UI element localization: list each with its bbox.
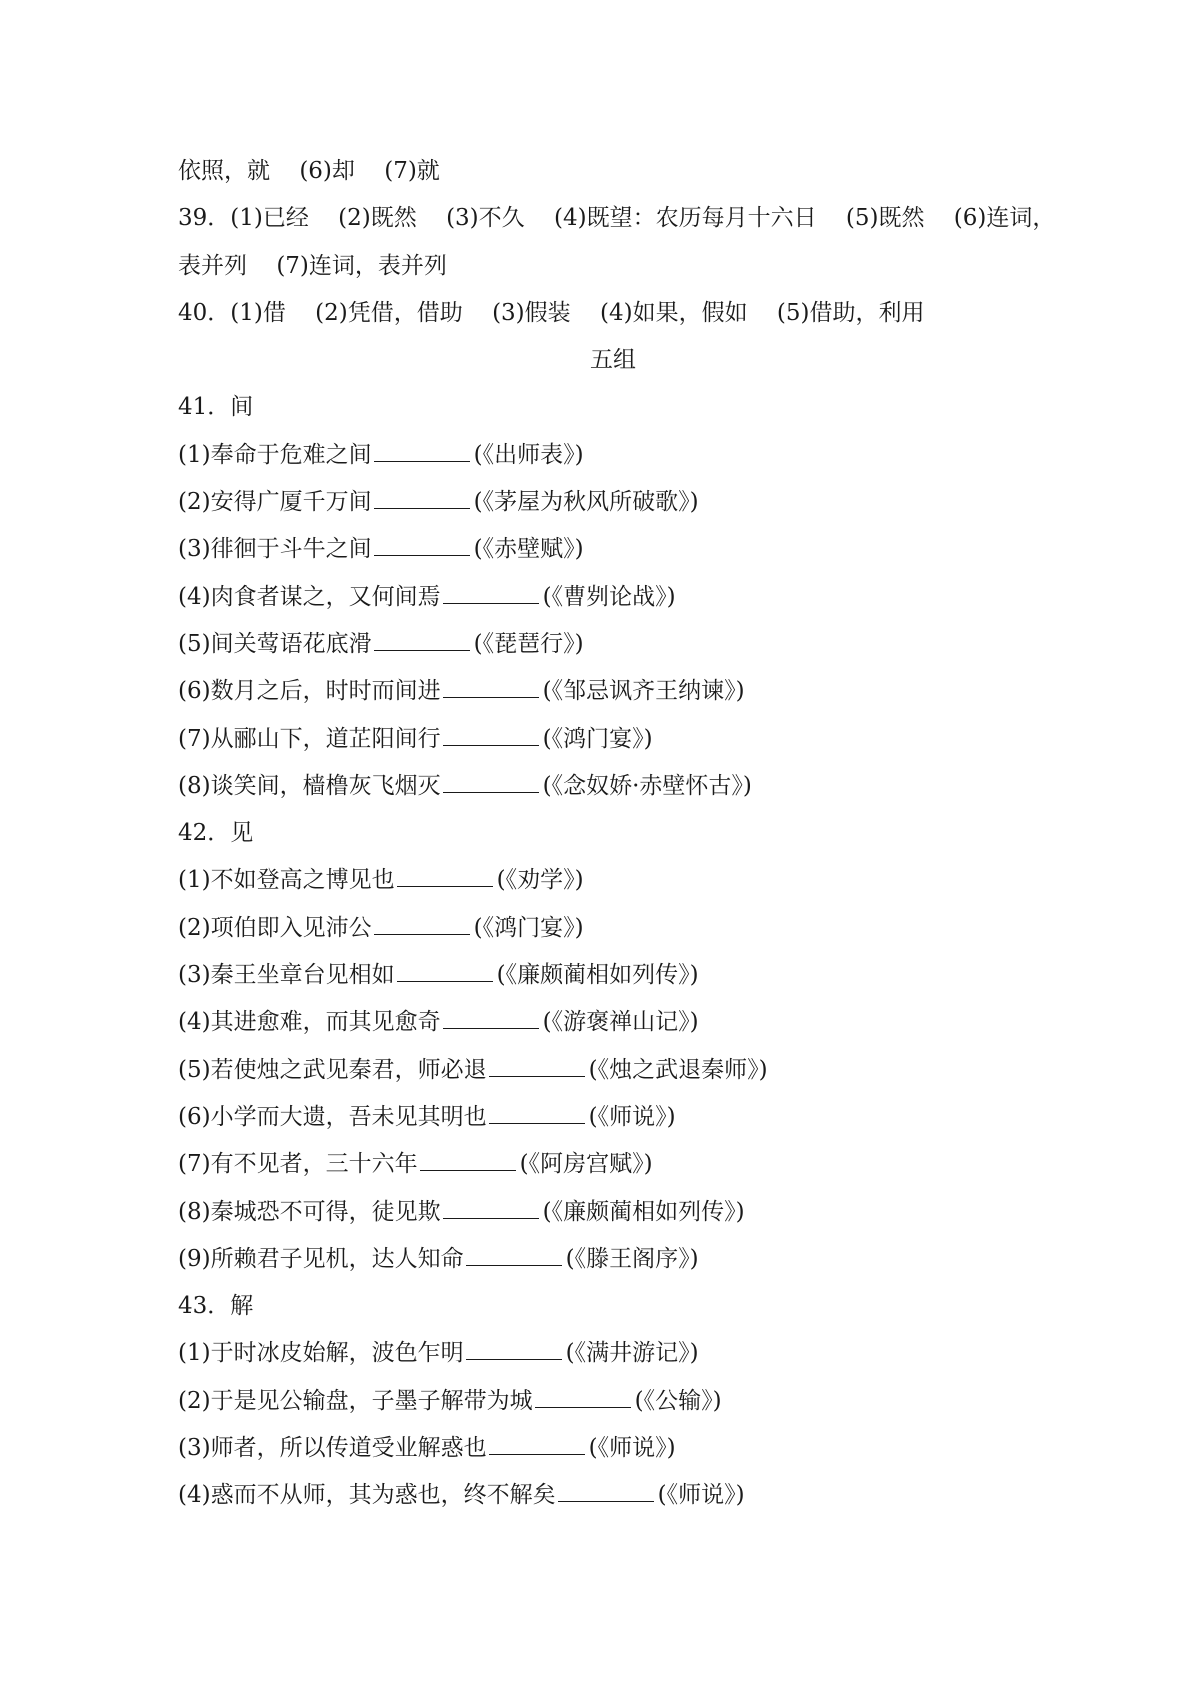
item-source: (《游褒禅山记》) [542,1009,699,1036]
item-source: (《赤壁赋》) [473,536,584,563]
answer-blank[interactable] [443,581,539,604]
answer-segment: (4)如果，假如 [599,299,748,326]
answer-segment: (6)连词， [953,205,1056,232]
answer-line-39-continued [178,243,1048,290]
question-item [178,526,1048,573]
answer-blank[interactable] [374,439,470,462]
item-source: (《师说》) [588,1435,676,1462]
answer-blank[interactable] [443,1006,539,1029]
item-source: (《阿房宫赋》) [519,1151,653,1178]
answer-blank[interactable] [443,770,539,793]
answer-blank[interactable] [466,1243,562,1266]
question-item [178,1236,1048,1283]
item-text: (4)肉食者谋之，又何间焉 [178,583,441,610]
question-heading-41: 41．间 [178,394,254,421]
item-source: (《琵琶行》) [473,630,584,657]
question-item [178,763,1048,810]
item-source: (《廉颇蔺相如列传》) [496,962,699,989]
answer-blank[interactable] [443,723,539,746]
answer-blank[interactable] [397,864,493,887]
item-text: (1)于时冰皮始解，波色乍明 [178,1340,464,1367]
answer-line-38-continued [178,148,1048,195]
answer-line-40 [178,290,1048,337]
item-source: (《邹忌讽齐王纳谏》) [542,678,745,705]
question-item [178,1094,1048,1141]
answer-blank[interactable] [374,486,470,509]
answer-blank[interactable] [535,1385,631,1408]
question-item [178,479,1048,526]
question-item [178,1330,1048,1377]
answer-segment: (7)连词，表并列 [276,252,447,279]
item-source: (《曹刿论战》) [542,583,676,610]
answer-segment: 依照，就 [178,158,270,184]
item-text: (8)谈笑间，樯橹灰飞烟灭 [178,772,441,799]
answer-segment: (5)借助，利用 [776,299,925,326]
item-source: (《滕王阁序》) [565,1245,699,1272]
question-item [178,857,1048,904]
question-heading-42: 42．见 [178,820,254,847]
answer-blank[interactable] [558,1479,654,1502]
answer-blank[interactable] [374,912,470,935]
item-text: (1)不如登高之博见也 [178,867,395,894]
item-source: (《念奴娇·赤壁怀古》) [542,772,752,799]
document-content [178,148,1056,1520]
question-item [178,574,1048,621]
item-text: (3)徘徊于斗牛之间 [178,536,372,563]
item-text: (6)小学而大遗，吾未见其明也 [178,1103,487,1130]
answer-segment: 39．(1)已经 [178,205,309,232]
answer-line-39 [178,195,1056,242]
answer-blank[interactable] [443,675,539,698]
question-item [178,1047,1048,1094]
answer-blank[interactable] [374,628,470,651]
group-title: 五组 [590,347,636,374]
item-text: (2)于是见公输盘，子墨子解带为城 [178,1387,533,1414]
answer-segment: (2)既然 [338,205,417,232]
answer-blank[interactable] [374,533,470,556]
item-text: (1)奉命于危难之间 [178,441,372,468]
answer-segment: 40．(1)借 [178,299,286,326]
item-source: (《劝学》) [496,867,584,894]
question-item [178,432,1048,479]
item-text: (9)所赖君子见机，达人知命 [178,1245,464,1272]
question-item [178,1378,1048,1425]
item-source: (《茅屋为秋风所破歌》) [473,489,699,516]
item-text: (3)秦王坐章台见相如 [178,962,395,989]
answer-blank[interactable] [443,1196,539,1219]
item-source: (《师说》) [588,1103,676,1130]
question-item [178,1189,1048,1236]
answer-blank[interactable] [489,1054,585,1077]
item-text: (4)其进愈难，而其见愈奇 [178,1009,441,1036]
item-text: (2)安得广厦千万间 [178,489,372,516]
item-source: (《廉颇蔺相如列传》) [542,1198,745,1225]
item-text: (4)惑而不从师，其为惑也，终不解矣 [178,1482,556,1509]
answer-blank[interactable] [466,1337,562,1360]
answer-segment: (6)却 [299,158,355,184]
item-source: (《公输》) [634,1387,722,1414]
answer-segment: (5)既然 [845,205,925,232]
question-item [178,716,1048,763]
item-text: (5)若使烛之武见秦君，师必退 [178,1056,487,1083]
answer-segment: 表并列 [178,252,247,279]
item-source: (《鸿门宴》) [473,914,584,941]
answer-segment: (3)不久 [446,205,525,232]
item-text: (8)秦城恐不可得，徒见欺 [178,1198,441,1225]
question-item [178,1425,1048,1472]
question-item [178,905,1048,952]
question-item [178,621,1048,668]
question-heading-43: 43．解 [178,1293,254,1320]
answer-segment: (4)既望：农历每月十六日 [553,205,817,232]
item-text: (2)项伯即入见沛公 [178,914,372,941]
question-item [178,1472,1048,1519]
item-source: (《烛之武退秦师》) [588,1056,768,1083]
question-item [178,1141,1048,1188]
item-source: (《鸿门宴》) [542,725,653,752]
question-item [178,999,1048,1046]
answer-segment: (2)凭借，借助 [315,299,463,326]
item-text: (5)间关莺语花底滑 [178,630,372,657]
answer-blank[interactable] [489,1432,585,1455]
item-source: (《满井游记》) [565,1340,699,1367]
question-item [178,952,1048,999]
answer-segment: (7)就 [384,158,440,184]
answer-blank[interactable] [420,1148,516,1171]
item-text: (7)有不见者，三十六年 [178,1151,418,1178]
item-text: (7)从郦山下，道芷阳间行 [178,725,441,752]
answer-segment: (3)假装 [492,299,571,326]
answer-blank[interactable] [489,1101,585,1124]
item-text: (3)师者，所以传道受业解惑也 [178,1435,487,1462]
question-item [178,668,1048,715]
answer-blank[interactable] [397,959,493,982]
item-text: (6)数月之后，时时而间进 [178,678,441,705]
item-source: (《出师表》) [473,441,584,468]
item-source: (《师说》) [657,1482,745,1509]
